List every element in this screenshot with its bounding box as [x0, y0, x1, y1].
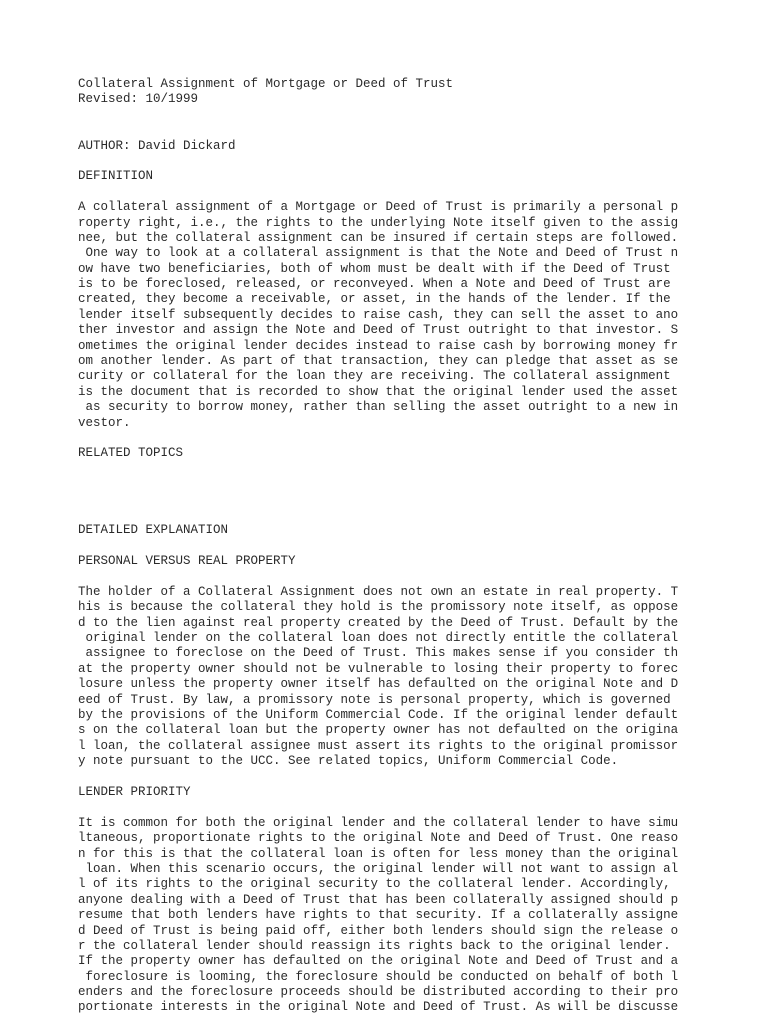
spacer — [78, 154, 718, 169]
text-line: One way to look at a collateral assignment is that the Note and Deed of Trust n — [78, 246, 679, 261]
author-line: AUTHOR: David Dickard — [78, 138, 236, 153]
spacer — [78, 108, 718, 139]
spacer — [78, 770, 718, 785]
text-line: The holder of a Collateral Assignment does not own an estate in real property. T — [78, 584, 679, 599]
text-line: ometimes the original lender decides instead to raise cash by borrowing money fr — [78, 338, 679, 353]
spacer — [78, 431, 718, 446]
text-line: loan. When this scenario occurs, the original lender will not want to assign al — [78, 861, 679, 876]
text-line: by the provisions of the Uniform Commercial Code. If the original lender default — [78, 708, 679, 723]
text-line: is to be foreclosed, released, or reconveyed. When a Note and Deed of Trust are — [78, 277, 671, 292]
spacer — [78, 185, 718, 200]
text-line: vestor. — [78, 415, 131, 430]
document-page — [78, 77, 718, 1016]
text-line: at the property owner should not be vulnerable to losing their property to forec — [78, 661, 679, 676]
text-line: foreclosure is looming, the foreclosure should be conducted on behalf of both l — [78, 969, 679, 984]
text-line: If the property owner has defaulted on the original Note and Deed of Trust and a — [78, 954, 679, 969]
text-line: original lender on the collateral loan does not directly entitle the collateral — [78, 631, 679, 646]
text-line: assignee to foreclose on the Deed of Trust. This makes sense if you consider th — [78, 646, 679, 661]
text-line: losure unless the property owner itself has defaulted on the original Note and D — [78, 677, 679, 692]
text-line: lender itself subsequently decides to raise cash, they can sell the asset to ano — [78, 307, 679, 322]
text-line: It is common for both the original lender and the collateral lender to have simu — [78, 815, 679, 830]
section-heading-detailed-explanation: DETAILED EXPLANATION — [78, 523, 229, 538]
definition-paragraph — [78, 200, 718, 431]
text-line: r the collateral lender should reassign its rights back to the original lender. — [78, 938, 671, 953]
text-line: om another lender. As part of that transaction, they can pledge that asset as se — [78, 354, 679, 369]
text-line: created, they become a receivable, or asset, in the hands of the lender. If the — [78, 292, 671, 307]
personal-vs-real-paragraph — [78, 585, 718, 770]
lender-priority-paragraph — [78, 816, 718, 1016]
text-line: d Deed of Trust is being paid off, either both lenders should sign the release o — [78, 923, 679, 938]
text-line: ow have two beneficiaries, both of whom must be dealt with if the Deed of Trust — [78, 261, 671, 276]
section-heading-definition: DEFINITION — [78, 169, 154, 184]
document-title: Collateral Assignment of Mortgage or Deed of Trust — [78, 77, 454, 91]
text-line: A collateral assignment of a Mortgage or Deed of Trust is primarily a personal p — [78, 200, 679, 215]
text-line: portionate interests in the original Note and Deed of Trust. As will be discusse — [78, 1000, 679, 1015]
text-line: enders and the foreclosure proceeds should be distributed according to their pro — [78, 985, 679, 1000]
text-line: eed of Trust. By law, a promissory note is personal property, which is governed — [78, 692, 671, 707]
text-line: roperty right, i.e., the rights to the underlying Note itself given to the assig — [78, 215, 679, 230]
text-line: ltaneous, proportionate rights to the original Note and Deed of Trust. One reaso — [78, 831, 679, 846]
spacer — [78, 570, 718, 585]
text-line: l of its rights to the original security to the collateral lender. Accordingly, — [78, 877, 671, 892]
section-heading-personal-vs-real: PERSONAL VERSUS REAL PROPERTY — [78, 554, 296, 569]
spacer — [78, 508, 718, 523]
text-line: l loan, the collateral assignee must assert its rights to the original promissor — [78, 738, 679, 753]
text-line: y note pursuant to the UCC. See related topics, Uniform Commercial Code. — [78, 754, 619, 769]
text-line: n for this is that the collateral loan is often for less money than the original — [78, 846, 679, 861]
revision-date: Revised: 10/1999 — [78, 92, 199, 107]
text-line: nee, but the collateral assignment can be insured if certain steps are followed. — [78, 230, 679, 245]
spacer — [78, 462, 718, 508]
text-line: his is because the collateral they hold is the promissory note itself, as oppose — [78, 600, 679, 615]
text-line: d to the lien against real property created by the Deed of Trust. Default by the — [78, 615, 679, 630]
text-line: s on the collateral loan but the property owner has not defaulted on the origina — [78, 723, 679, 738]
text-line: curity or collateral for the loan they are receiving. The collateral assignment — [78, 369, 671, 384]
text-line: as security to borrow money, rather than selling the asset outright to a new in — [78, 400, 679, 415]
section-heading-related-topics: RELATED TOPICS — [78, 446, 184, 461]
text-line: resume that both lenders have rights to that security. If a collaterally assigne — [78, 908, 679, 923]
text-line: ther investor and assign the Note and Deed of Trust outright to that investor. S — [78, 323, 679, 338]
spacer — [78, 800, 718, 815]
text-line: is the document that is recorded to show that the original lender used the asset — [78, 384, 679, 399]
text-line: anyone dealing with a Deed of Trust that has been collaterally assigned should p — [78, 892, 679, 907]
spacer — [78, 539, 718, 554]
section-heading-lender-priority: LENDER PRIORITY — [78, 785, 191, 799]
